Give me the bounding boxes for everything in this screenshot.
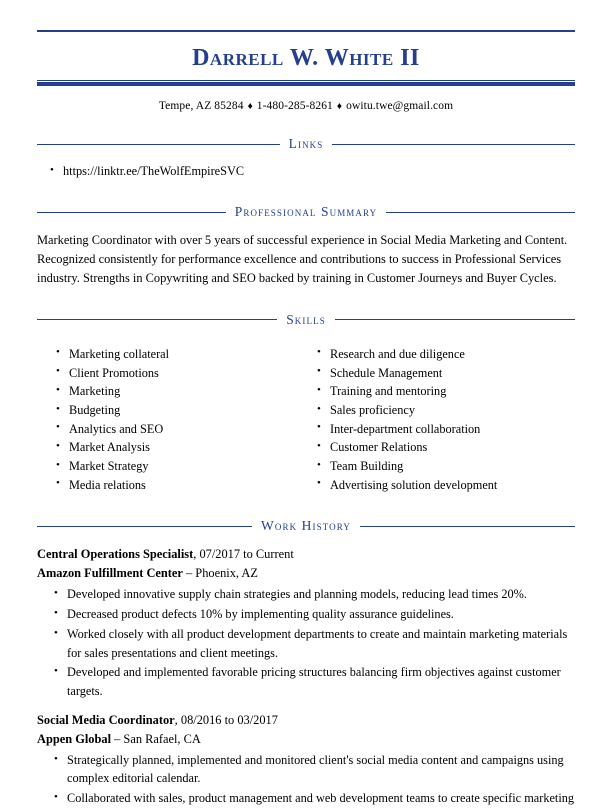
work-history-entry bbox=[37, 711, 575, 808]
heading-rule-right bbox=[332, 144, 575, 145]
list-item: • Training and mentoring bbox=[306, 382, 575, 400]
section-title-skills: Skills bbox=[286, 311, 326, 327]
section-heading-professional-summary bbox=[37, 204, 575, 220]
job-company: Appen Global bbox=[37, 731, 112, 746]
list-item: • Developed innovative supply chain strategies and planning models, reducing lead times 20%. bbox=[37, 585, 575, 603]
job-dates: , 07/2017 to Current bbox=[193, 547, 294, 562]
skills-column-left bbox=[37, 337, 306, 495]
job-dates: , 08/2016 to 03/2017 bbox=[174, 713, 278, 728]
list-item: • Analytics and SEO bbox=[37, 420, 306, 438]
section-title-links: Links bbox=[288, 136, 324, 151]
skills-list-left bbox=[37, 345, 306, 494]
list-item: • Market Strategy bbox=[37, 457, 306, 475]
skills-list-right bbox=[306, 345, 575, 494]
links-list bbox=[37, 162, 575, 180]
professional-summary-text: Marketing Coordinator with over 5 years of successful experience in Social Media Marketing and Content. Recognized consistently for performance excellence and contributions to success in Professional Services industry. Strengths in Copywriting and SEO backed by training in Customer Journeys and Buyer Cycles. bbox=[37, 233, 568, 286]
list-item: • Media relations bbox=[37, 476, 306, 494]
contact-email: owitu.twe@gmail.com bbox=[346, 100, 454, 112]
list-item[interactable]: • https://linktr.ee/TheWolfEmpireSVC bbox=[37, 162, 575, 180]
list-item: • Marketing bbox=[37, 382, 306, 400]
list-item: • Research and due diligence bbox=[306, 345, 575, 363]
section-title-professional-summary: Professional Summary bbox=[234, 204, 378, 220]
heading-rule-right bbox=[386, 212, 575, 213]
diamond-separator-icon: ♦ bbox=[247, 101, 253, 112]
list-item: • Developed and implemented favorable pricing structures balancing firm objectives against customer targets. bbox=[37, 663, 575, 700]
skills-columns bbox=[37, 337, 575, 495]
list-item: • Team Building bbox=[306, 457, 575, 475]
job-title: Central Operations Specialist bbox=[37, 547, 194, 562]
skills-column-right bbox=[306, 337, 575, 495]
list-item: • Inter-department collaboration bbox=[306, 420, 575, 438]
list-item: • Advertising solution development bbox=[306, 476, 575, 494]
heading-rule-left bbox=[37, 319, 277, 320]
contact-location: Tempe, AZ 85284 bbox=[158, 100, 244, 112]
list-item: • Sales proficiency bbox=[306, 401, 575, 419]
list-item: • Strategically planned, implemented and monitored client's social media content and campaigns using complex editorial calendar. bbox=[37, 751, 575, 788]
job-bullets bbox=[37, 585, 575, 700]
diamond-separator-icon: ♦ bbox=[336, 101, 343, 112]
work-history-entry bbox=[37, 545, 575, 700]
section-heading-links bbox=[37, 136, 575, 152]
job-title-line bbox=[37, 711, 575, 729]
list-item: • Schedule Management bbox=[306, 364, 575, 382]
job-title-line bbox=[37, 545, 575, 563]
resume-content bbox=[37, 0, 575, 809]
job-company-line bbox=[37, 564, 575, 582]
section-title-work-history: Work History bbox=[261, 518, 351, 534]
section-heading-work-history bbox=[37, 518, 575, 534]
section-heading-skills bbox=[37, 312, 575, 328]
job-company: Amazon Fulfillment Center bbox=[37, 565, 183, 580]
heading-rule-right bbox=[335, 319, 575, 320]
list-item: • Collaborated with sales, product management and web development teams to create specific marketing bbox=[37, 789, 575, 807]
list-item: • Market Analysis bbox=[37, 438, 306, 456]
job-company-line bbox=[37, 730, 575, 748]
job-title: Social Media Coordinator bbox=[37, 713, 175, 728]
list-item: • Client Promotions bbox=[37, 364, 306, 382]
contact-phone: 1-480-285-8261 bbox=[256, 100, 333, 112]
heading-rule-left bbox=[37, 212, 226, 213]
job-location: – Phoenix, AZ bbox=[182, 565, 258, 580]
list-item: • Customer Relations bbox=[306, 438, 575, 456]
list-item: • Decreased product defects 10% by implementing quality assurance guidelines. bbox=[37, 605, 575, 623]
job-location: – San Rafael, CA bbox=[111, 731, 201, 746]
job-bullets bbox=[37, 751, 575, 808]
contact-line bbox=[37, 86, 575, 112]
heading-rule-left bbox=[37, 144, 280, 145]
heading-rule-left bbox=[37, 526, 252, 527]
list-item: • Marketing collateral bbox=[37, 345, 306, 363]
page-title: Darrell W. White II bbox=[192, 45, 420, 71]
heading-rule-right bbox=[360, 526, 575, 527]
list-item: • Worked closely with all product development departments to create and maintain marketing materials for sales presentations and client meetings. bbox=[37, 625, 575, 662]
list-item: • Budgeting bbox=[37, 401, 306, 419]
